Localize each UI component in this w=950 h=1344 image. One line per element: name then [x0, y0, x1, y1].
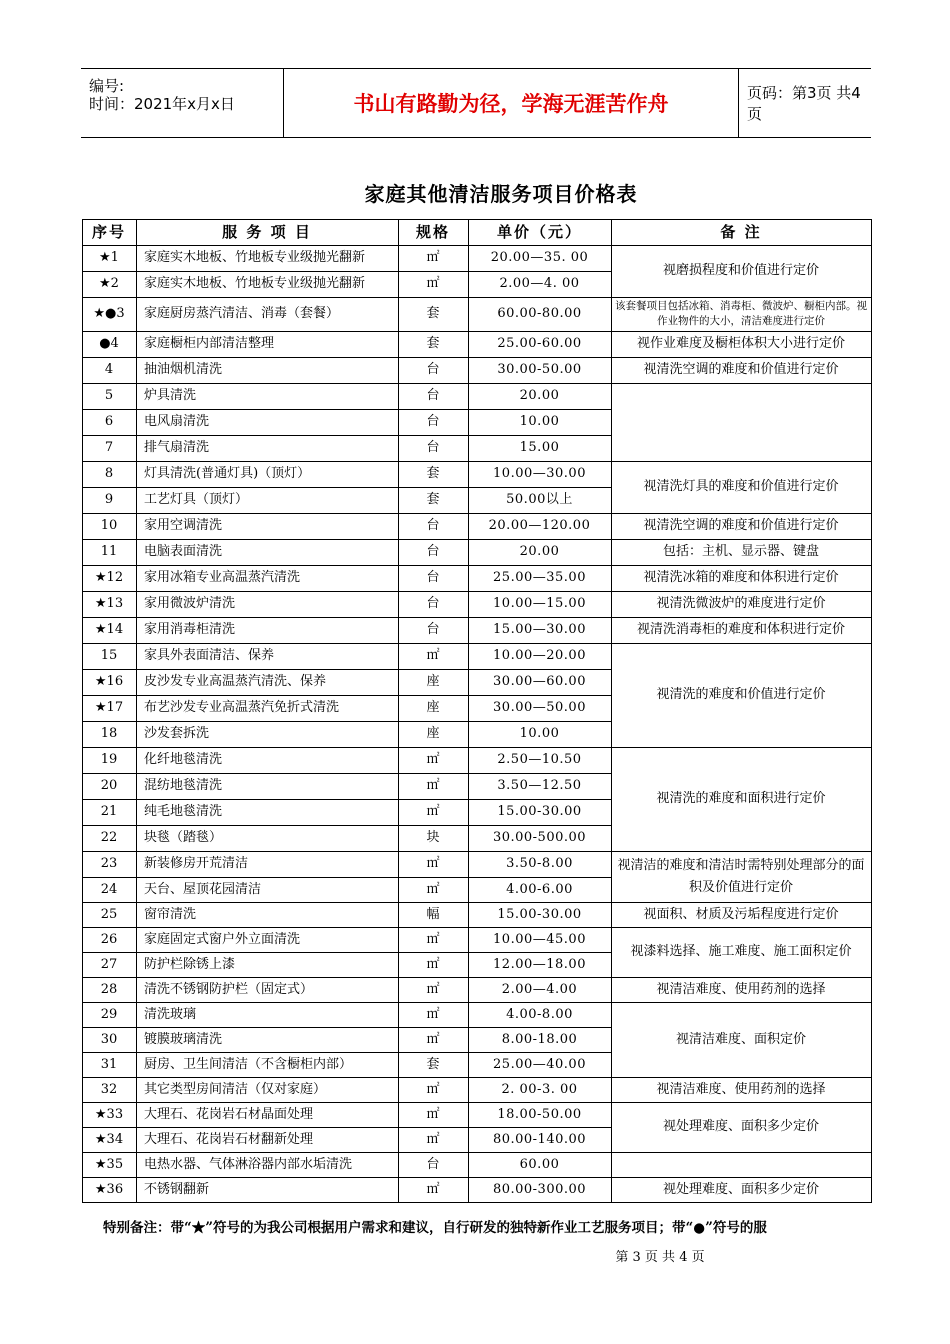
unit-spec: ㎡: [426, 648, 440, 663]
remark-cell: 视清洗微波炉的难度进行定价: [656, 596, 826, 611]
remark-cell: 该套餐项目包括冰箱、消毒柜、微波炉、橱柜内部。视作业物件的大小，清洁难度进行定价: [615, 300, 867, 327]
page-number: 第 3 页 共 4 页: [615, 1250, 705, 1265]
service-item: 块毯（踏毯）: [144, 830, 223, 845]
service-item: 纯毛地毯清洗: [144, 804, 223, 819]
col-header-no: 序号: [91, 223, 126, 241]
service-item: 家庭厨房蒸汽清洁、消毒（套餐）: [144, 306, 340, 321]
row-number: ★36: [94, 1181, 124, 1197]
unit-spec: ㎡: [426, 856, 440, 871]
unit-spec: 座: [426, 674, 440, 689]
row-number: 24: [100, 881, 118, 897]
unit-spec: ㎡: [426, 804, 440, 819]
remark-cell: 视清洁的难度和清洁时需特别处理部分的面积及价值进行定价: [617, 857, 865, 895]
service-item: 家用消毒柜清洗: [144, 622, 236, 637]
unit-price: 10.00: [519, 414, 560, 429]
unit-price: 3.50—12.50: [497, 778, 582, 793]
row-number: 29: [100, 1006, 118, 1022]
service-item: 家庭固定式窗户外立面清洗: [144, 931, 301, 947]
service-item: 工艺灯具（顶灯）: [144, 492, 249, 507]
unit-price: 10.00: [519, 726, 560, 741]
unit-price: 10.00—30.00: [493, 466, 586, 481]
unit-price: 60.00-80.00: [497, 306, 582, 321]
unit-spec: ㎡: [426, 1131, 440, 1147]
row-number: 26: [100, 931, 118, 947]
unit-spec: 台: [426, 440, 440, 455]
service-item: 电风扇清洗: [144, 414, 210, 429]
service-item: 天台、屋顶花园清洁: [144, 881, 262, 897]
service-item: 抽油烟机清洗: [144, 362, 223, 377]
unit-spec: ㎡: [426, 1106, 440, 1122]
remark-cell: 视磨损程度和价值进行定价: [662, 263, 819, 278]
unit-price: 3.50-8.00: [506, 856, 573, 871]
row-number: 27: [100, 956, 118, 972]
row-number: ★13: [94, 596, 124, 611]
remark-cell: 视清洗空调的难度和价值进行定价: [643, 518, 839, 533]
unit-price: 30.00-500.00: [492, 830, 587, 845]
unit-spec: ㎡: [426, 1181, 440, 1197]
unit-price: 15.00: [519, 440, 560, 455]
row-number: 7: [104, 440, 114, 455]
unit-spec: 套: [426, 336, 440, 351]
unit-price: 20.00—120.00: [488, 518, 591, 533]
unit-price: 12.00—18.00: [493, 956, 586, 972]
service-item: 家庭橱柜内部清洁整理: [144, 336, 275, 351]
row-number: ●4: [99, 336, 119, 351]
unit-spec: ㎡: [426, 1031, 440, 1047]
row-number: 8: [104, 466, 114, 481]
row-number: 6: [104, 414, 114, 429]
service-item: 窗帘清洗: [144, 906, 197, 922]
unit-price: 15.00—30.00: [493, 622, 586, 637]
service-item: 皮沙发专业高温蒸汽清洗、保养: [144, 674, 327, 689]
service-item: 镀膜玻璃清洗: [144, 1031, 223, 1047]
unit-spec: 套: [426, 306, 440, 321]
unit-price: 30.00—60.00: [493, 674, 586, 689]
unit-price: 2.00—4. 00: [499, 276, 580, 291]
unit-spec: 座: [426, 700, 440, 715]
unit-price: 2. 00-3. 00: [501, 1081, 578, 1097]
unit-spec: 台: [426, 570, 440, 585]
remark-cell: 视清洗的难度和面积进行定价: [656, 791, 826, 806]
unit-price: 8.00-18.00: [501, 1031, 578, 1047]
row-number: 21: [100, 804, 118, 819]
remark-cell: 视清洗冰箱的难度和体积进行定价: [643, 570, 839, 585]
row-number: 20: [100, 778, 118, 793]
service-item: 沙发套拆洗: [144, 726, 210, 741]
row-number: ★16: [94, 674, 124, 689]
unit-price: 80.00-300.00: [492, 1181, 587, 1197]
row-number: ★●3: [93, 306, 125, 321]
unit-spec: ㎡: [426, 778, 440, 793]
unit-price: 25.00—40.00: [493, 1056, 586, 1072]
unit-price: 10.00—15.00: [493, 596, 586, 611]
service-item: 家具外表面清洁、保养: [144, 648, 275, 663]
unit-price: 50.00以上: [506, 492, 573, 507]
unit-price: 2.00—4.00: [501, 981, 578, 997]
row-number: ★35: [94, 1156, 124, 1172]
row-number: 5: [104, 388, 114, 403]
unit-spec: ㎡: [426, 1081, 440, 1097]
row-number: 22: [100, 830, 118, 845]
service-item: 家用冰箱专业高温蒸汽清洗: [144, 570, 301, 585]
service-item: 布艺沙发专业高温蒸汽免折式清洗: [144, 700, 340, 715]
service-item: 炉具清洗: [144, 388, 197, 403]
unit-spec: 台: [426, 388, 440, 403]
unit-spec: ㎡: [426, 1006, 440, 1022]
col-header-item: 服 务 项 目: [222, 223, 312, 241]
service-item: 灯具清洗(普通灯具)（顶灯）: [144, 466, 311, 481]
service-item: 不锈钢翻新: [144, 1181, 210, 1197]
row-number: ★14: [94, 622, 124, 637]
row-number: 19: [100, 752, 118, 767]
unit-spec: 台: [426, 596, 440, 611]
unit-price: 15.00-30.00: [497, 804, 582, 819]
service-item: 家庭实木地板、竹地板专业级抛光翻新: [144, 276, 366, 291]
remark-cell: 视清洁难度、使用药剂的选择: [656, 981, 826, 997]
row-number: ★2: [99, 276, 119, 291]
unit-price: 10.00—45.00: [493, 931, 586, 947]
row-number: 23: [100, 856, 118, 871]
row-number: 4: [104, 362, 114, 377]
unit-spec: ㎡: [426, 250, 440, 265]
unit-price: 20.00: [519, 388, 560, 403]
unit-spec: ㎡: [426, 881, 440, 897]
footnote: 特别备注：带“★”符号的为我公司根据用户需求和建议，自行研发的独特新作业工艺服务项目；带“●”符号的服: [103, 1220, 767, 1236]
row-number: 10: [100, 518, 118, 533]
remark-cell: 视清洁难度、使用药剂的选择: [656, 1081, 826, 1097]
remark-cell: 视作业难度及橱柜体积大小进行定价: [636, 336, 845, 351]
row-number: 18: [100, 726, 118, 741]
date-label: 时间：2021年x月x日: [89, 95, 235, 113]
service-item: 其它类型房间清洁（仅对家庭）: [144, 1081, 327, 1097]
unit-spec: 台: [426, 622, 440, 637]
service-item: 防护栏除锈上漆: [144, 956, 236, 972]
price-table: [82, 219, 871, 1199]
header-meta: [81, 69, 283, 137]
table-rule: [611, 383, 872, 384]
row-number: 32: [100, 1081, 118, 1097]
service-item: 大理石、花岗岩石材翻新处理: [144, 1131, 314, 1147]
row-number: ★1: [99, 250, 119, 265]
remark-cell: 视清洗空调的难度和价值进行定价: [643, 362, 839, 377]
page-title: 家庭其他清洁服务项目价格表: [364, 182, 638, 206]
col-header-price: 单价（元）: [496, 223, 582, 241]
remark-cell: 视清洗消毒柜的难度和体积进行定价: [636, 622, 845, 637]
unit-price: 60.00: [519, 1156, 560, 1172]
row-number: ★17: [94, 700, 124, 715]
unit-spec: ㎡: [426, 276, 440, 291]
service-item: 混纺地毯清洗: [144, 778, 223, 793]
unit-spec: ㎡: [426, 981, 440, 997]
remark-cell: 视漆料选择、施工难度、施工面积定价: [630, 944, 852, 959]
unit-spec: 套: [426, 492, 440, 507]
unit-price: 30.00—50.00: [493, 700, 586, 715]
unit-spec: 台: [426, 1156, 440, 1172]
row-number: 31: [100, 1056, 118, 1072]
service-item: 大理石、花岗岩石材晶面处理: [144, 1106, 314, 1122]
service-item: 电热水器、气体淋浴器内部水垢清洗: [144, 1156, 353, 1172]
remark-cell: 视清洗灯具的难度和价值进行定价: [643, 479, 839, 494]
table-rule: [136, 219, 137, 1202]
service-item: 家用空调清洗: [144, 518, 223, 533]
document-header: [81, 68, 871, 138]
table-rule: [611, 219, 612, 1202]
service-item: 清洗玻璃: [144, 1006, 197, 1022]
service-item: 化纤地毯清洗: [144, 752, 223, 767]
row-number: 11: [100, 544, 118, 559]
unit-spec: 台: [426, 544, 440, 559]
unit-price: 2.50—10.50: [497, 752, 582, 767]
unit-spec: ㎡: [426, 931, 440, 947]
unit-price: 30.00-50.00: [497, 362, 582, 377]
unit-spec: 座: [426, 726, 440, 741]
col-header-note: 备 注: [720, 223, 762, 241]
unit-price: 15.00-30.00: [497, 906, 582, 922]
remark-cell: 视面积、材质及污垢程度进行定价: [643, 906, 839, 922]
unit-spec: ㎡: [426, 752, 440, 767]
unit-price: 25.00—35.00: [493, 570, 586, 585]
table-rule: [871, 219, 872, 1202]
remark-cell: 视清洗的难度和价值进行定价: [656, 687, 826, 702]
table-rule: [611, 1152, 872, 1153]
unit-spec: 套: [426, 1056, 440, 1072]
unit-price: 20.00—35. 00: [490, 250, 589, 265]
row-number: 25: [100, 906, 118, 922]
service-item: 排气扇清洗: [144, 440, 210, 455]
header-page-label: 页码：第3页 共4页: [747, 84, 861, 123]
unit-price: 80.00-140.00: [492, 1131, 587, 1147]
unit-spec: 台: [426, 414, 440, 429]
row-number: ★34: [94, 1131, 124, 1147]
unit-price: 20.00: [519, 544, 560, 559]
unit-spec: 台: [426, 362, 440, 377]
number-label: 编号:: [89, 77, 125, 95]
unit-price: 25.00-60.00: [497, 336, 582, 351]
header-motto: 书山有路勤为径，学海无涯苦作舟: [283, 69, 739, 137]
service-item: 新装修房开荒清洁: [144, 856, 249, 871]
row-number: 15: [100, 648, 118, 663]
unit-price: 10.00—20.00: [493, 648, 586, 663]
unit-spec: 幅: [426, 906, 440, 922]
unit-price: 4.00-6.00: [506, 881, 573, 897]
unit-price: 4.00-8.00: [506, 1006, 573, 1022]
service-item: 电脑表面清洗: [144, 544, 223, 559]
unit-price: 18.00-50.00: [497, 1106, 582, 1122]
service-item: 清洗不锈钢防护栏（固定式）: [144, 981, 314, 997]
row-number: 28: [100, 981, 118, 997]
unit-spec: 块: [426, 830, 440, 845]
row-number: ★33: [94, 1106, 124, 1122]
row-number: 9: [104, 492, 114, 507]
service-item: 厨房、卫生间清洁（不含橱柜内部）: [144, 1056, 353, 1072]
col-header-spec: 规格: [415, 223, 450, 241]
row-number: ★12: [94, 570, 124, 585]
unit-spec: 套: [426, 466, 440, 481]
row-number: 30: [100, 1031, 118, 1047]
unit-spec: ㎡: [426, 956, 440, 972]
service-item: 家庭实木地板、竹地板专业级抛光翻新: [144, 250, 366, 265]
unit-spec: 台: [426, 518, 440, 533]
remark-cell: 包括：主机、显示器、键盘: [662, 544, 819, 559]
remark-cell: 视清洁难度、面积定价: [675, 1031, 806, 1047]
service-item: 家用微波炉清洗: [144, 596, 236, 611]
remark-cell: 视处理难度、面积多少定价: [662, 1181, 819, 1197]
remark-cell: 视处理难度、面积多少定价: [662, 1119, 819, 1134]
table-rule: [611, 1202, 872, 1203]
